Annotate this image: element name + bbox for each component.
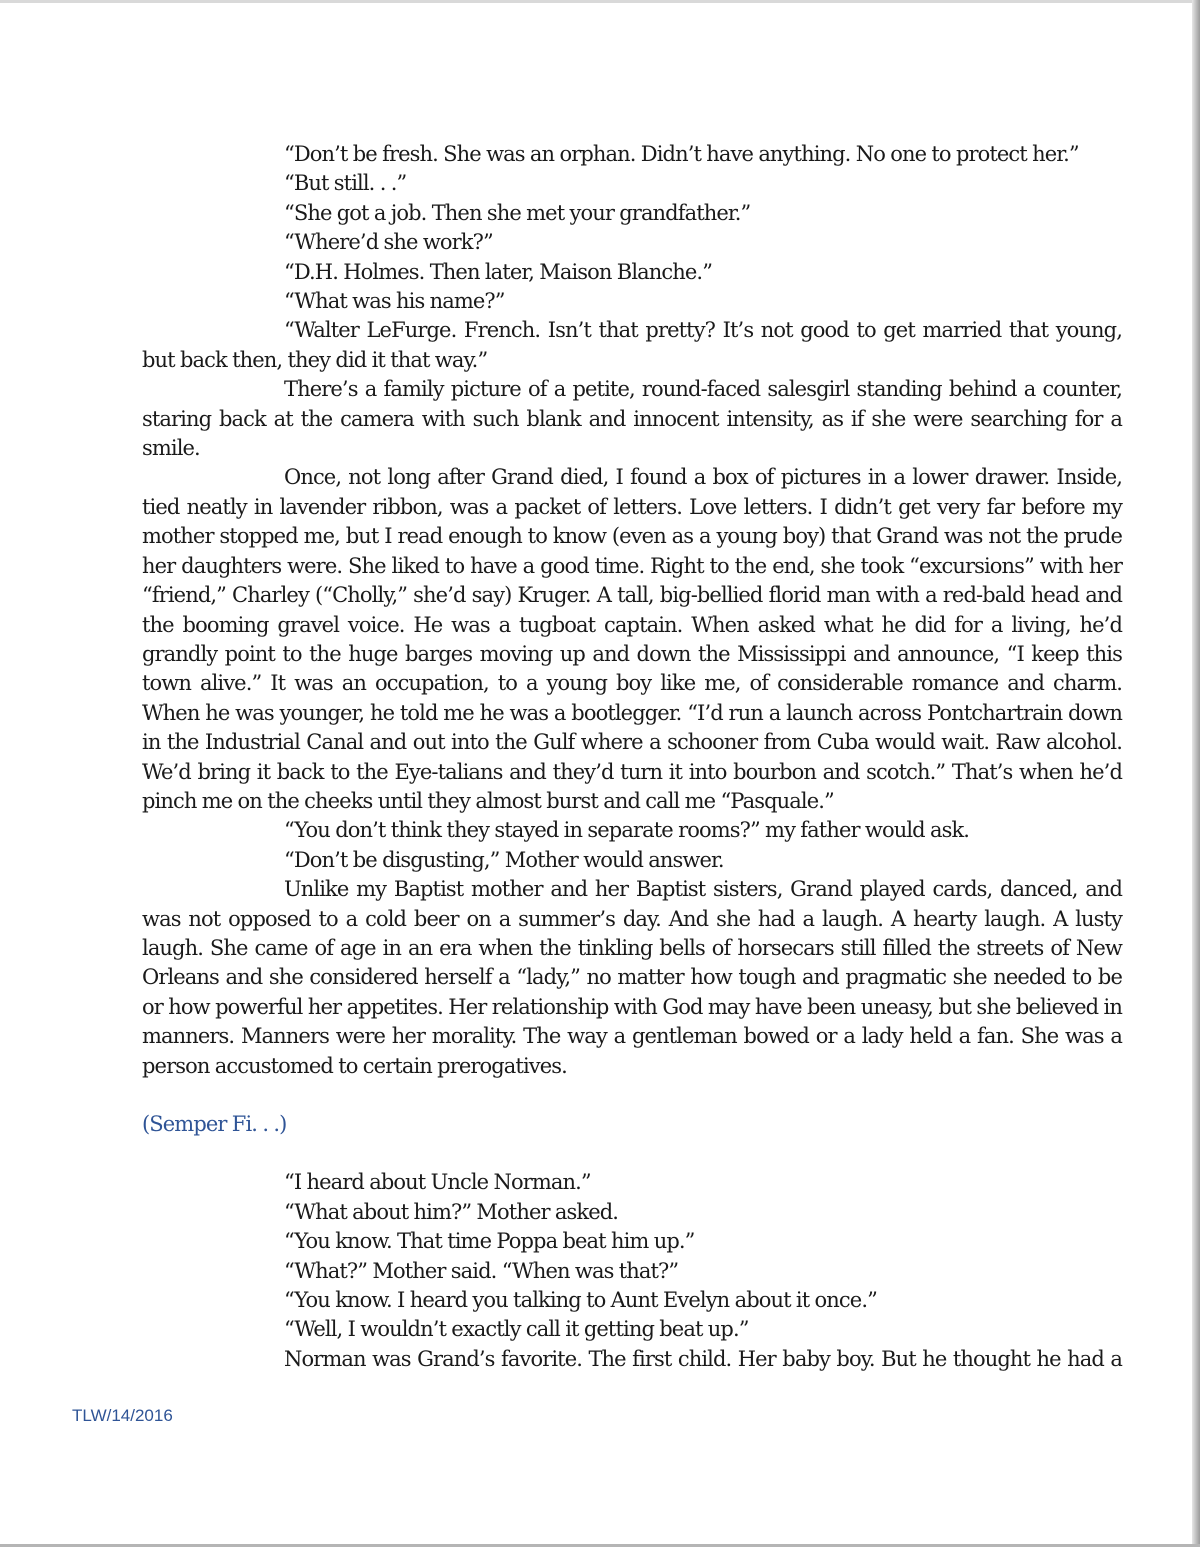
page-footer: TLW/14/2016 <box>72 1406 173 1425</box>
paragraph: “What was his name?” <box>284 289 505 314</box>
paragraph: “D.H. Holmes. Then later, Maison Blanche.” <box>284 259 713 284</box>
paragraph: “But still. . .” <box>284 171 407 196</box>
paragraph: Norman was Grand’s favorite. The first child. Her baby boy. But he thought he had a <box>284 1346 1122 1371</box>
paragraph: “Well, I wouldn’t exactly call it getting beat up.” <box>284 1317 749 1342</box>
paragraph: “Don’t be disgusting,” Mother would answer. <box>284 847 724 872</box>
section-heading: (Semper Fi. . .) <box>142 1112 287 1136</box>
paragraph: “Don’t be fresh. She was an orphan. Didn’t have anything. No one to protect her.” <box>284 142 1079 166</box>
paragraph: “You know. That time Poppa beat him up.” <box>284 1229 695 1254</box>
page-edge-shadow <box>1192 0 1200 1547</box>
paragraph: There’s a family picture of a petite, round-faced salesgirl standing behind a counter, staring back at the camera with such blank and innocent intensity, as if she were searching for a smile. <box>142 377 1122 461</box>
paragraph: “What about him?” Mother asked. <box>284 1199 619 1224</box>
paragraph: “You know. I heard you talking to Aunt Evelyn about it once.” <box>284 1288 877 1313</box>
paragraph: “You don’t think they stayed in separate rooms?” my father would ask. <box>284 818 970 843</box>
body-text <box>142 140 1122 1374</box>
paragraph: “What?” Mother said. “When was that?” <box>284 1258 679 1283</box>
paragraph: “She got a job. Then she met your grandfather.” <box>284 200 751 225</box>
paragraph: “Where’d she work?” <box>284 230 493 255</box>
paragraph: “Walter LeFurge. French. Isn’t that pretty? It’s not good to get married that young, but back then, they did it that way.” <box>142 318 1122 372</box>
paragraph: Once, not long after Grand died, I found a box of pictures in a lower drawer. Inside, tied neatly in lavender ribbon, was a packet of letters. Love letters. I didn’t get very far before my mother stopped me, but I read enough to know (even as a young boy) that Grand was not the prude her daughters were. She liked to have a good time. Right to the end, she took “excursions” with her “friend,” Charley (“Cholly,” she’d say) Kruger. A tall, big-bellied florid man with a red-bald head and the booming gravel voice. He was a tugboat captain. When asked what he did for a living, he’d grandly point to the huge barges moving up and down the Mississippi and announce, “I keep this town alive.” It was an occupation, to a young boy like me, of considerable romance and charm. When he was younger, he told me he was a bootlegger. “I’d run a launch across Pontchartrain down in the Industrial Canal and out into the Gulf where a schooner from Cuba would wait. Raw alcohol. We’d bring it back to the Eye-talians and they’d turn it into bourbon and scotch.” That’s when he’d pinch me on the cheeks until they almost burst and call me “Pasquale.” <box>142 465 1122 813</box>
paragraph: “I heard about Uncle Norman.” <box>284 1170 591 1195</box>
paragraph: Unlike my Baptist mother and her Baptist sisters, Grand played cards, danced, and was not opposed to a cold beer on a summer’s day. And she had a laugh. A hearty laugh. A lusty laugh. She came of age in an era when the tinkling bells of horsecars still filled the streets of New Orleans and she considered herself a “lady,” no matter how tough and pragmatic she needed to be or how powerful her appetites. Her relationship with God may have been uneasy, but she believed in manners. Manners were her morality. The way a gentleman bowed or a lady held a fan. She was a person accustomed to certain prerogatives. <box>142 877 1122 1078</box>
